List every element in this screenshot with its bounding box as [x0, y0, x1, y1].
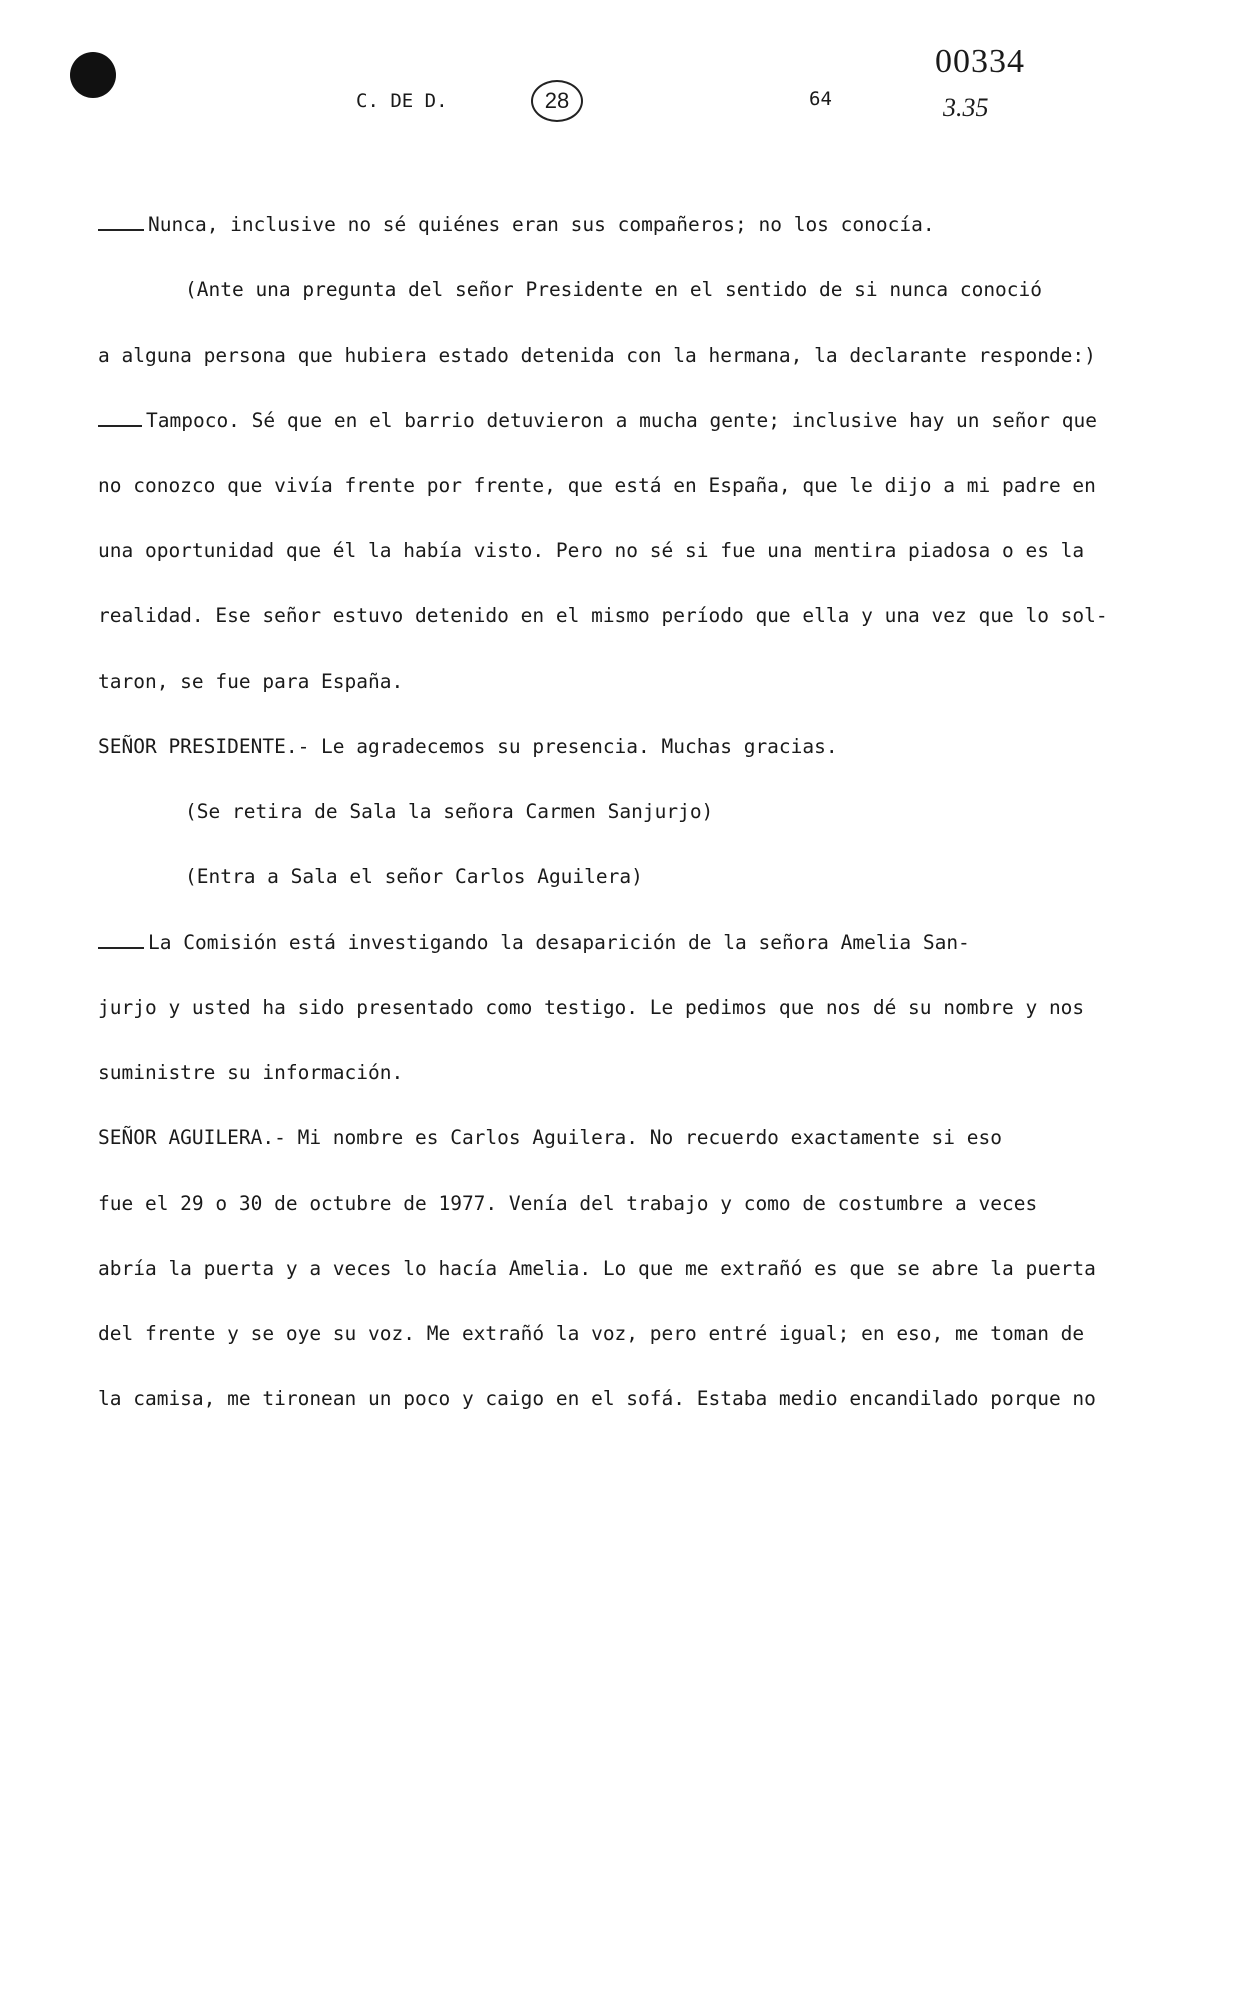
- body-line-12: La Comisión está investigando la desaparición de la señora Amelia San-: [98, 930, 1078, 956]
- header-circled-number: 28: [531, 80, 583, 122]
- body-line-7: realidad. Ese señor estuvo detenido en el mismo período que ella y una vez que lo sol-: [98, 604, 1108, 627]
- body-line-9: SEÑOR PRESIDENTE.- Le agradecemos su presencia. Muchas gracias.: [98, 735, 838, 758]
- dash-line: [98, 423, 142, 427]
- body-line-18: del frente y se oye su voz. Me extrañó la voz, pero entré igual; en eso, me toman de: [98, 1322, 1085, 1345]
- punch-hole-mark: [70, 52, 116, 98]
- body-line-16: fue el 29 o 30 de octubre de 1977. Venía del trabajo y como de costumbre a veces: [98, 1192, 1038, 1215]
- body-line-6: una oportunidad que él la había visto. Pero no sé si fue una mentira piadosa o es la: [98, 539, 1085, 562]
- page-number: 64: [809, 88, 832, 110]
- body-line-2: (Ante una pregunta del señor Presidente en el sentido de si nunca conoció: [185, 278, 1043, 301]
- handwritten-number: 3.35: [943, 93, 989, 122]
- body-line-14: suministre su información.: [98, 1061, 404, 1084]
- body-line-5: no conozco que vivía frente por frente, que está en España, que le dijo a mi padre en: [98, 474, 1096, 497]
- body-line-1: Nunca, inclusive no sé quiénes eran sus compañeros; no los conocía.: [98, 212, 1078, 238]
- body-line-8: taron, se fue para España.: [98, 670, 404, 693]
- header-committee: C. DE D.: [356, 90, 448, 112]
- body-line-3: a alguna persona que hubiera estado detenida con la hermana, la declarante responde:): [98, 344, 1096, 367]
- body-line-15: SEÑOR AGUILERA.- Mi nombre es Carlos Aguilera. No recuerdo exactamente si eso: [98, 1126, 1002, 1149]
- body-line-11: (Entra a Sala el señor Carlos Aguilera): [185, 865, 643, 888]
- body-line-17: abría la puerta y a veces lo hacía Amelia. Lo que me extrañó es que se abre la puerta: [98, 1257, 1096, 1280]
- body-line-19: la camisa, me tironean un poco y caigo en el sofá. Estaba medio encandilado porque no: [98, 1387, 1096, 1410]
- dash-line: [98, 227, 144, 231]
- stamp-number: 00334: [935, 43, 1025, 80]
- dash-line: [98, 945, 144, 949]
- body-line-4: Tampoco. Sé que en el barrio detuvieron a mucha gente; inclusive hay un señor que: [98, 408, 1078, 434]
- body-line-10: (Se retira de Sala la señora Carmen Sanjurjo): [185, 800, 714, 823]
- body-line-13: jurjo y usted ha sido presentado como testigo. Le pedimos que nos dé su nombre y nos: [98, 996, 1085, 1019]
